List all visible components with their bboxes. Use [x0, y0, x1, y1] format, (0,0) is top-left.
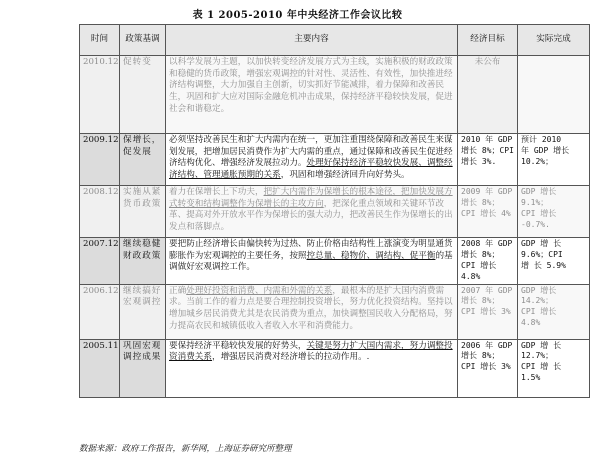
cell-time: 2008.12 — [80, 186, 120, 238]
cell-content — [166, 134, 458, 186]
cell-target: 2006 年 GDP 增长 8%； CPI 增长 3% — [458, 339, 518, 397]
content-text: ，把深化重点领域和关键环节改革、提高对外开放水平作为保增长的强大动力，把改善民生作为保增长的出发点和落脚点。 — [169, 198, 453, 233]
comparison-table — [79, 24, 590, 398]
cell-tone: 实施从紧货币政策 — [120, 186, 166, 238]
header-tone: 政策基调 — [120, 25, 166, 56]
cell-content — [166, 238, 458, 285]
cell-time: 2009.12 — [80, 134, 120, 186]
cell-tone: 促转变 — [120, 56, 166, 134]
cell-content — [166, 284, 458, 339]
cell-content: 以科学发展为主题，以加快转变经济发展方式为主线，实施积极的财政政策和稳健的货币政策，增强宏观调控的针对性、灵活性、有效性，加快推进经济结构调整，大力加强自主创新，切实抓好节能减排，着力保障和改善民生，巩固和扩大应对国际金融危机冲击成果，保持经济平稳较快发展，促进社会和谐稳定。 — [166, 56, 458, 134]
cell-tone: 巩固宏观调控成果 — [120, 339, 166, 397]
content-text: ，增强居民消费对经济增长的拉动作用。. — [211, 352, 370, 363]
content-text: 着力在保增长上下功夫， — [169, 187, 264, 197]
table-row — [80, 56, 590, 134]
content-underlined: 处理好保持经济平稳较快发展、调整经济结构、管理通胀预期的关系 — [169, 158, 453, 181]
table-row — [80, 339, 590, 397]
header-time: 时间 — [80, 25, 120, 56]
cell-tone: 保增长，促发展 — [120, 134, 166, 186]
cell-actual: GDP 增 长 12.7%； CPI 增 长 1.5% — [518, 339, 590, 397]
table-row — [80, 134, 590, 186]
table-title: 表 1 2005-2010 年中央经济工作会议比较 — [192, 10, 403, 21]
cell-actual: GDP 增长 9.1%； CPI 增长 -0.7%. — [518, 186, 590, 238]
cell-time: 2006.12 — [80, 284, 120, 339]
cell-target: 2009 年 GDP 增长 8%； CPI 增长 4% — [458, 186, 518, 238]
content-underlined: 关键是努力扩大国内需求，努力调整投资消费关系 — [169, 340, 453, 363]
header-target: 经济目标 — [458, 25, 518, 56]
content-underlined: 处理好投资和消费、内需和外需的关系 — [186, 285, 333, 296]
cell-target: 未公布 — [458, 56, 518, 134]
content-text: ，巩固和增强经济回升向好势头。 — [280, 170, 410, 181]
cell-actual: GDP 增长 14.2%； CPI 增长 4.8% — [518, 284, 590, 339]
cell-time: 2007.12 — [80, 238, 120, 285]
content-text: 必须坚持改善民生和扩大内需内在统一，更加注重围绕保障和改善民生来谋划发展，把增加居民消费作为扩大内需的重点，通过保障和改善民生促进经济结构优化、增强经济发展拉动力。 — [169, 135, 453, 169]
table-row — [80, 238, 590, 285]
cell-tone: 继续搞好宏观调控 — [120, 284, 166, 339]
content-text: 要把防止经济增长由偏快转为过热、防止价格由结构性上涨演变为明显通货膨胀作为宏观调控的主要任务，按照 — [169, 239, 453, 261]
cell-content — [166, 186, 458, 238]
cell-time: 2010.12 — [80, 56, 120, 134]
cell-target: 2010 年 GDP 增长 8%；CPI 增长 3%. — [458, 134, 518, 186]
header-content: 主要内容 — [166, 25, 458, 56]
cell-tone: 继续稳健财政政策 — [120, 238, 166, 285]
table-row — [80, 284, 590, 339]
content-text: ，最根本的是扩大国内消费需求。当前工作的着力点是要合理控制投资增长，努力优化投资结构。坚持以增加城乡居民消费尤其是农民消费为重点，加快调整国民收入分配格局，努力提高农民和城镇低收入者收入水平和消费能力。 — [169, 285, 453, 331]
cell-time: 2005.11 — [80, 339, 120, 397]
cell-target: 2008 年 GDP 增长 8%； CPI 增长 4.8% — [458, 238, 518, 285]
content-underlined: 控总量、稳物价、调结构、促平衡 — [306, 250, 436, 261]
cell-actual — [518, 56, 590, 134]
table-row — [80, 186, 590, 238]
cell-actual: 预计 2010 年 GDP 增长 10.2%； — [518, 134, 590, 186]
table-header-row — [80, 25, 590, 56]
content-text: 要保持经济平稳较快发展的好势头， — [169, 340, 307, 351]
content-underlined: 把扩大内需作为保增长的根本途径，把加快发展方式转变和结构调整作为保增长的主攻方向 — [169, 187, 453, 209]
header-actual: 实际完成 — [518, 25, 590, 56]
cell-target: 2007 年 GDP 增长 8%； CPI 增长 3% — [458, 284, 518, 339]
cell-content — [166, 339, 458, 397]
content-text: 的基调做好宏观调控工作。 — [169, 250, 453, 273]
cell-actual: GDP 增 长 9.6%；CPI 增 长 5.9% — [518, 238, 590, 285]
content-text: 正确 — [169, 285, 187, 296]
source-note: 数据来源：政府工作报告，新华网，上海证券研究所整理 — [79, 444, 292, 454]
